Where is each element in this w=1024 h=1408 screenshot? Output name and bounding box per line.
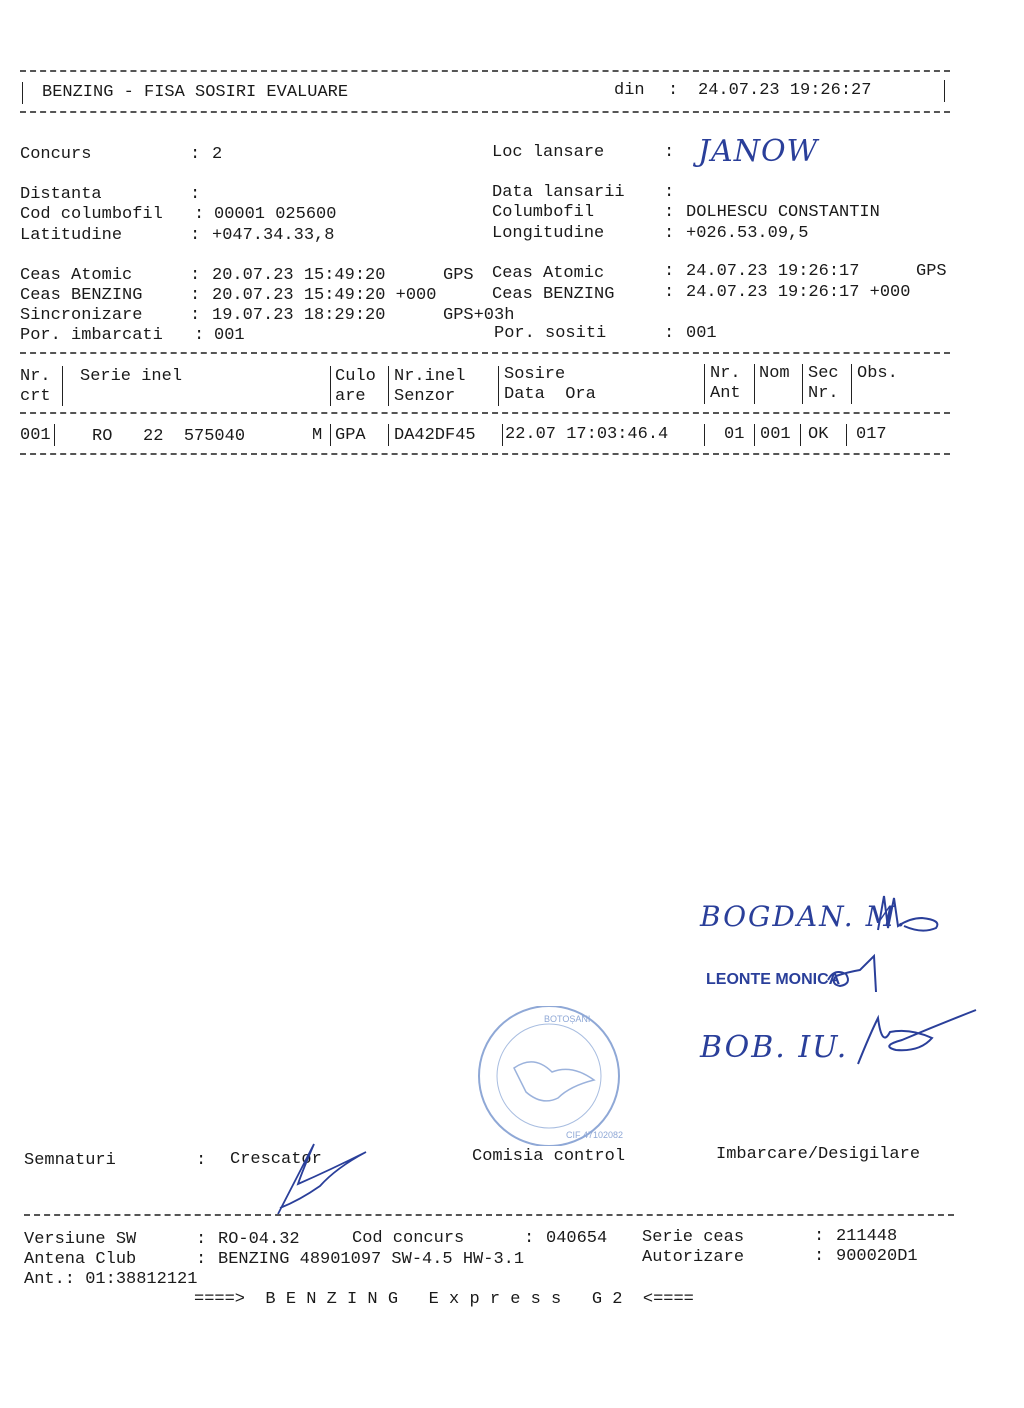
- table-divider: [388, 424, 389, 446]
- serie-ceas-value: 211448: [836, 1227, 898, 1246]
- th-nrinel-2: Senzor: [394, 387, 456, 406]
- versiune-sw-label: Versiune SW: [24, 1230, 137, 1249]
- table-divider: [62, 366, 63, 406]
- cell-culoare: GPA: [335, 426, 366, 445]
- colon: :: [190, 145, 201, 164]
- serie-ceas-label: Serie ceas: [642, 1228, 745, 1247]
- semnaturi-label: Semnaturi: [24, 1151, 116, 1170]
- columbofil-label: Columbofil: [492, 203, 595, 222]
- cell-nom: 001: [760, 425, 791, 444]
- sincronizare-source: GPS+03h: [443, 306, 515, 325]
- ceas-benzing-label: Ceas BENZING: [20, 286, 143, 305]
- colon: :: [524, 1229, 535, 1248]
- header-bar-right: [944, 80, 945, 102]
- crescator-signature: [250, 1134, 380, 1218]
- rule-top: [20, 70, 950, 72]
- table-divider: [802, 364, 803, 404]
- latitudine-label: Latitudine: [20, 226, 123, 245]
- loc-lansare-handwritten: JANOW: [698, 134, 819, 169]
- signature-scribble-2: [826, 950, 886, 996]
- longitudine-label: Longitudine: [492, 224, 605, 243]
- th-serie-inel: Serie inel: [80, 367, 183, 386]
- cod-columbofil-label: Cod columbofil: [20, 205, 163, 224]
- colon: :: [194, 326, 205, 345]
- colon: :: [194, 205, 205, 224]
- cell-sex: M: [312, 426, 323, 445]
- ceas-atomic-label: Ceas Atomic: [20, 266, 133, 285]
- colon: :: [664, 262, 675, 281]
- th-nom: Nom: [759, 364, 790, 383]
- cod-concurs-label: Cod concurs: [352, 1229, 465, 1248]
- th-crt: crt: [20, 387, 51, 406]
- table-divider: [330, 366, 331, 406]
- table-divider: [704, 364, 705, 404]
- table-divider: [754, 364, 755, 404]
- table-divider: [704, 424, 705, 446]
- colon: :: [664, 183, 675, 202]
- cell-obs: 017: [856, 425, 887, 444]
- data-lansarii-label: Data lansarii: [492, 183, 625, 202]
- header-bar-left: [22, 82, 23, 104]
- colon: :: [664, 283, 675, 302]
- colon: :: [814, 1227, 825, 1246]
- sincronizare-value: 19.07.23 18:29:20: [212, 306, 386, 325]
- cell-sosire: 22.07 17:03:46.4: [505, 425, 669, 444]
- ceas-benzing-value: 20.07.23 15:49:20 +000: [212, 286, 437, 305]
- colon: :: [190, 226, 201, 245]
- th-sosire-2: Data Ora: [504, 385, 596, 404]
- signature-name-bob: BOB. IU.: [700, 1030, 849, 1065]
- table-divider: [502, 424, 503, 446]
- signature-name-bogdan: BOGDAN. M.: [700, 900, 908, 933]
- document-title: BENZING - FISA SOSIRI EVALUARE: [42, 83, 349, 102]
- imbarcare-desigilare-label: Imbarcare/Desigilare: [716, 1145, 921, 1164]
- ceas-atomic-source: GPS: [443, 266, 474, 285]
- concurs-value: 2: [212, 145, 223, 164]
- cod-columbofil-value: 00001 025600: [214, 205, 337, 224]
- th-culoare-2: are: [335, 387, 366, 406]
- autorizare-value: 900020D1: [836, 1247, 918, 1266]
- colon: :: [664, 224, 675, 243]
- th-obs: Obs.: [857, 364, 898, 383]
- th-nr: Nr.: [20, 367, 51, 386]
- colon: :: [190, 266, 201, 285]
- ceas-benzing-value: 24.07.23 19:26:17 +000: [686, 283, 911, 302]
- ceas-atomic-value: 20.07.23 15:49:20: [212, 266, 386, 285]
- ceas-atomic-label: Ceas Atomic: [492, 264, 605, 283]
- th-nrinel-1: Nr.inel: [394, 367, 466, 386]
- latitudine-value: +047.34.33,8: [212, 226, 335, 245]
- stamp-text-top: BOTOȘANI: [544, 1014, 591, 1024]
- colon: :: [190, 306, 201, 325]
- antena-line: Ant.: 01:38812121: [24, 1270, 198, 1289]
- din-value: 24.07.23 19:26:27: [698, 81, 872, 100]
- cell-serie-inel: RO 22 575040: [92, 427, 246, 446]
- ceas-atomic-value: 24.07.23 19:26:17: [686, 262, 860, 281]
- loc-lansare-label: Loc lansare: [492, 143, 605, 162]
- rule-table-bottom: [20, 453, 950, 455]
- table-divider: [800, 424, 801, 446]
- comisia-control-label: Comisia control: [472, 1147, 626, 1166]
- table-divider: [851, 364, 852, 404]
- antena-club-value: BENZING 48901097 SW-4.5 HW-3.1: [218, 1250, 525, 1269]
- table-divider: [754, 424, 755, 446]
- sincronizare-label: Sincronizare: [20, 306, 143, 325]
- ceas-benzing-label: Ceas BENZING: [492, 285, 615, 304]
- antena-club-label: Antena Club: [24, 1250, 137, 1269]
- versiune-sw-value: RO-04.32: [218, 1230, 300, 1249]
- autorizare-label: Autorizare: [642, 1248, 745, 1267]
- por-sositi-value: 001: [686, 324, 717, 343]
- th-culoare-1: Culo: [335, 367, 376, 386]
- longitudine-value: +026.53.09,5: [686, 224, 809, 243]
- colon: :: [814, 1247, 825, 1266]
- por-imbarcati-value: 001: [214, 326, 245, 345]
- colon: :: [664, 203, 675, 222]
- table-divider: [330, 424, 331, 446]
- table-divider: [388, 366, 389, 406]
- rule-table-top: [20, 352, 950, 354]
- colon: :: [196, 1151, 207, 1170]
- th-sec-1: Sec: [808, 364, 839, 383]
- colon: :: [664, 324, 675, 343]
- colon: :: [196, 1250, 207, 1269]
- cell-ant: 01: [724, 425, 745, 444]
- signature-scribble-3: [840, 1004, 980, 1074]
- rule-table-header: [20, 412, 950, 414]
- rule-header-bottom: [20, 111, 950, 113]
- colon: :: [190, 286, 201, 305]
- rule-footer: [24, 1214, 954, 1216]
- columbofil-value: DOLHESCU CONSTANTIN: [686, 203, 880, 222]
- cell-senzor: DA42DF45: [394, 426, 476, 445]
- table-divider: [846, 424, 847, 446]
- table-divider: [498, 366, 499, 406]
- table-divider: [54, 424, 55, 446]
- colon: :: [196, 1230, 207, 1249]
- cell-sec: OK: [808, 425, 829, 444]
- concurs-label: Concurs: [20, 145, 92, 164]
- distanta-label: Distanta: [20, 185, 102, 204]
- cod-concurs-value: 040654: [546, 1229, 608, 1248]
- club-stamp: [474, 1006, 624, 1146]
- signature-scribble-1: [870, 888, 950, 938]
- por-sositi-label: Por. sositi: [494, 324, 607, 343]
- th-nrant-2: Ant: [710, 384, 741, 403]
- colon: :: [664, 143, 675, 162]
- por-imbarcati-label: Por. imbarcati: [20, 326, 163, 345]
- colon: :: [190, 185, 201, 204]
- stamp-text-side: CIF 47102082: [566, 1130, 624, 1140]
- cell-nr: 001: [20, 426, 51, 445]
- crescator-label: Crescator: [230, 1150, 322, 1169]
- leonte-monica-stamp: LEONTE MONICA: [706, 971, 841, 988]
- th-sec-2: Nr.: [808, 384, 839, 403]
- th-nrant-1: Nr.: [710, 364, 741, 383]
- din-label: din: [614, 81, 645, 100]
- ceas-atomic-source: GPS: [916, 262, 947, 281]
- brand-line: ====> B E N Z I N G E x p r e s s G 2 <====: [194, 1290, 694, 1309]
- din-colon: :: [668, 81, 679, 100]
- th-sosire-1: Sosire: [504, 365, 566, 384]
